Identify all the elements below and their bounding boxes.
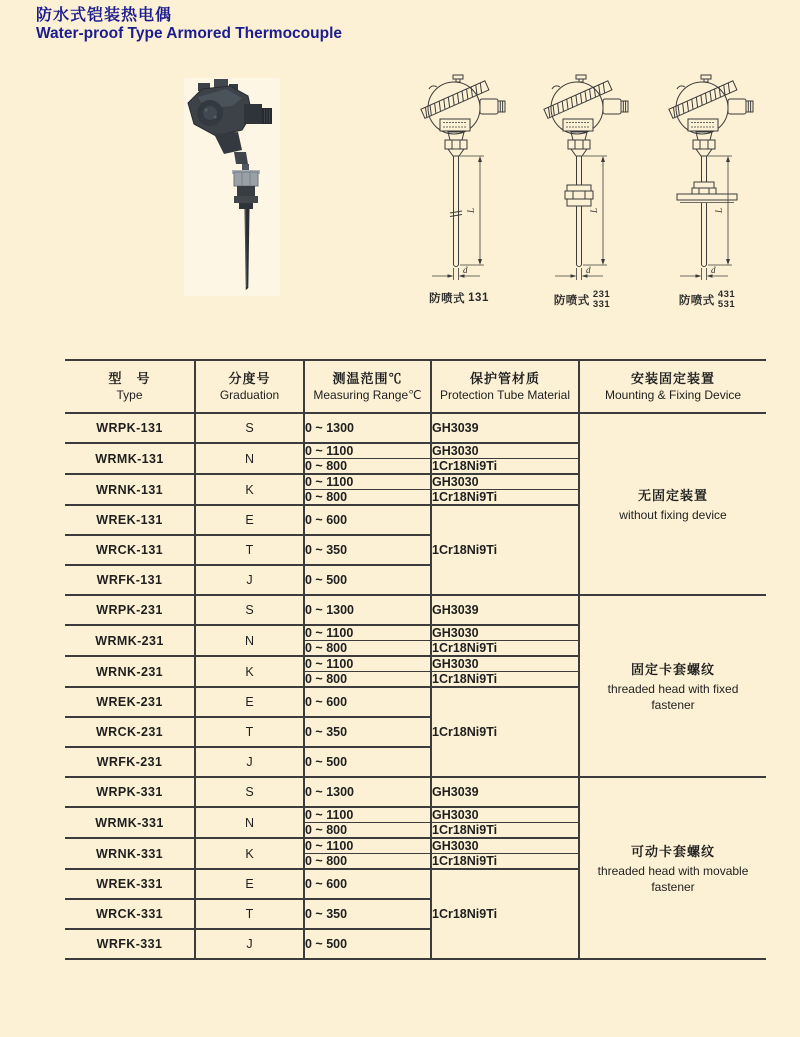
cell-type: WRFK-231 [65,747,195,777]
cell-type: WRMK-231 [65,625,195,656]
cell-range: 0 ~ 500 [304,929,431,959]
mounting-zh: 无固定装置 [637,487,708,503]
cell-graduation: E [195,869,304,899]
thermocouple-photo-graphic [168,76,294,302]
cell-range: 0 ~ 350 [304,535,431,565]
cell-range: 0 ~ 600 [304,505,431,535]
drawing-431-531 [652,72,762,311]
cell-material: GH3030 [431,443,579,459]
cell-range: 0 ~ 1100 [304,443,431,459]
cell-range: 0 ~ 600 [304,869,431,899]
cell-range: 0 ~ 1300 [304,413,431,443]
cell-range: 0 ~ 800 [304,823,431,839]
dim-label-d: d [463,265,468,275]
cell-material: GH3030 [431,807,579,823]
cell-type: WRNK-131 [65,474,195,505]
cell-graduation: N [195,625,304,656]
caption-model-bottom: 331 [592,299,611,311]
cell-graduation: T [195,717,304,747]
header-material-zh: 保护管材质 [469,371,540,386]
cell-graduation: T [195,899,304,929]
header-mounting-en: Mounting & Fixing Device [604,388,742,402]
cell-graduation: E [195,687,304,717]
drawing-231-331-caption [527,290,637,311]
header-range [304,360,431,413]
cell-range: 0 ~ 350 [304,899,431,929]
cell-graduation: S [195,595,304,625]
dim-label-L: L [714,207,724,213]
page-title [36,6,342,43]
cell-type: WRMK-331 [65,807,195,838]
header-type-zh: 型 号 [108,371,151,386]
dim-label-L: L [466,207,476,213]
caption-prefix: 防喷式 [429,293,466,305]
cell-range: 0 ~ 800 [304,672,431,688]
caption-model-bottom: 531 [717,299,736,311]
header-type [65,360,195,413]
cell-range: 0 ~ 1300 [304,777,431,807]
cell-graduation: J [195,929,304,959]
drawing-131-caption [404,290,514,306]
cell-type: WRCK-331 [65,899,195,929]
cell-graduation: J [195,565,304,595]
cell-range: 0 ~ 800 [304,854,431,870]
caption-model-stack [718,290,735,311]
drawing-231-331-graphic [527,72,637,288]
caption-model-stack [593,290,610,311]
cell-material-merged: 1Cr18Ni9Ti [431,505,579,595]
cell-graduation: K [195,838,304,869]
caption-prefix: 防喷式 [678,295,715,308]
cell-type: WRNK-331 [65,838,195,869]
cell-material: GH3030 [431,656,579,672]
cell-type: WRFK-131 [65,565,195,595]
cell-graduation: S [195,413,304,443]
cell-type: WRCK-231 [65,717,195,747]
cell-graduation: K [195,474,304,505]
cell-range: 0 ~ 1100 [304,807,431,823]
table-row [65,413,766,443]
cell-range: 0 ~ 1100 [304,474,431,490]
cell-mounting [579,413,766,595]
caption-prefix: 防喷式 [553,295,590,308]
cell-graduation: S [195,777,304,807]
cell-type: WREK-131 [65,505,195,535]
header-range-zh: 测温范围℃ [332,371,403,386]
header-range-en: Measuring Range℃ [313,388,422,402]
cell-material: GH3039 [431,595,579,625]
drawing-231-331 [527,72,637,311]
header-material [431,360,579,413]
drawing-131-graphic [404,72,514,288]
cell-range: 0 ~ 800 [304,490,431,506]
table-row [65,595,766,625]
cell-graduation: N [195,807,304,838]
cell-type: WRPK-331 [65,777,195,807]
spec-table [65,359,766,960]
header-type-en: Type [116,388,143,402]
page-title-zh: 防水式铠装热电偶 [36,7,173,24]
header-graduation-en: Graduation [219,388,280,402]
header-graduation-zh: 分度号 [228,371,271,386]
cell-type: WRPK-131 [65,413,195,443]
cell-material: GH3030 [431,838,579,854]
cell-type: WREK-231 [65,687,195,717]
cell-type: WREK-331 [65,869,195,899]
cell-type: WRMK-131 [65,443,195,474]
cell-graduation: T [195,535,304,565]
mounting-en: threaded head with fixed fastener [607,681,739,712]
cell-range: 0 ~ 500 [304,747,431,777]
caption-model-top: 431 [717,289,736,300]
header-graduation [195,360,304,413]
cell-range: 0 ~ 800 [304,641,431,657]
cell-graduation: K [195,656,304,687]
header-mounting-zh: 安装固定装置 [630,371,715,386]
mounting-en: threaded head with movable fastener [597,863,749,894]
cell-mounting [579,777,766,959]
cell-range: 0 ~ 1100 [304,656,431,672]
product-photo [168,76,294,302]
drawing-431-531-caption [652,290,762,311]
cell-material: 1Cr18Ni9Ti [431,672,579,688]
cell-range: 0 ~ 600 [304,687,431,717]
cell-range: 0 ~ 1100 [304,838,431,854]
header-material-en: Protection Tube Material [439,388,571,402]
cell-material: GH3039 [431,777,579,807]
dim-label-d: d [711,265,716,275]
cell-range: 0 ~ 1300 [304,595,431,625]
cell-material: 1Cr18Ni9Ti [431,823,579,839]
cell-material-merged: 1Cr18Ni9Ti [431,687,579,777]
cell-type: WRPK-231 [65,595,195,625]
cell-graduation: J [195,747,304,777]
caption-model: 131 [468,292,489,304]
cell-material: GH3039 [431,413,579,443]
cell-material: 1Cr18Ni9Ti [431,854,579,870]
mounting-en: without fixing device [619,507,727,522]
table-header-row [65,360,766,413]
cell-material: GH3030 [431,474,579,490]
cell-range: 0 ~ 500 [304,565,431,595]
mounting-zh: 可动卡套螺纹 [630,843,715,859]
cell-range: 0 ~ 350 [304,717,431,747]
table-row [65,777,766,807]
drawing-131 [404,72,514,306]
cell-material: GH3030 [431,625,579,641]
cell-mounting [579,595,766,777]
cell-graduation: N [195,443,304,474]
cell-material-merged: 1Cr18Ni9Ti [431,869,579,959]
cell-range: 0 ~ 800 [304,459,431,475]
page-title-en: Water-proof Type Armored Thermocouple [36,25,343,42]
cell-graduation: E [195,505,304,535]
dim-label-L: L [589,207,599,213]
cell-type: WRCK-131 [65,535,195,565]
cell-type: WRNK-231 [65,656,195,687]
caption-model-top: 231 [592,289,611,300]
cell-material: 1Cr18Ni9Ti [431,641,579,657]
cell-range: 0 ~ 1100 [304,625,431,641]
cell-material: 1Cr18Ni9Ti [431,490,579,506]
header-mounting [579,360,766,413]
dim-label-d: d [586,265,591,275]
mounting-zh: 固定卡套螺纹 [630,661,715,677]
cell-type: WRFK-331 [65,929,195,959]
cell-material: 1Cr18Ni9Ti [431,459,579,475]
drawing-431-531-graphic [652,72,762,288]
